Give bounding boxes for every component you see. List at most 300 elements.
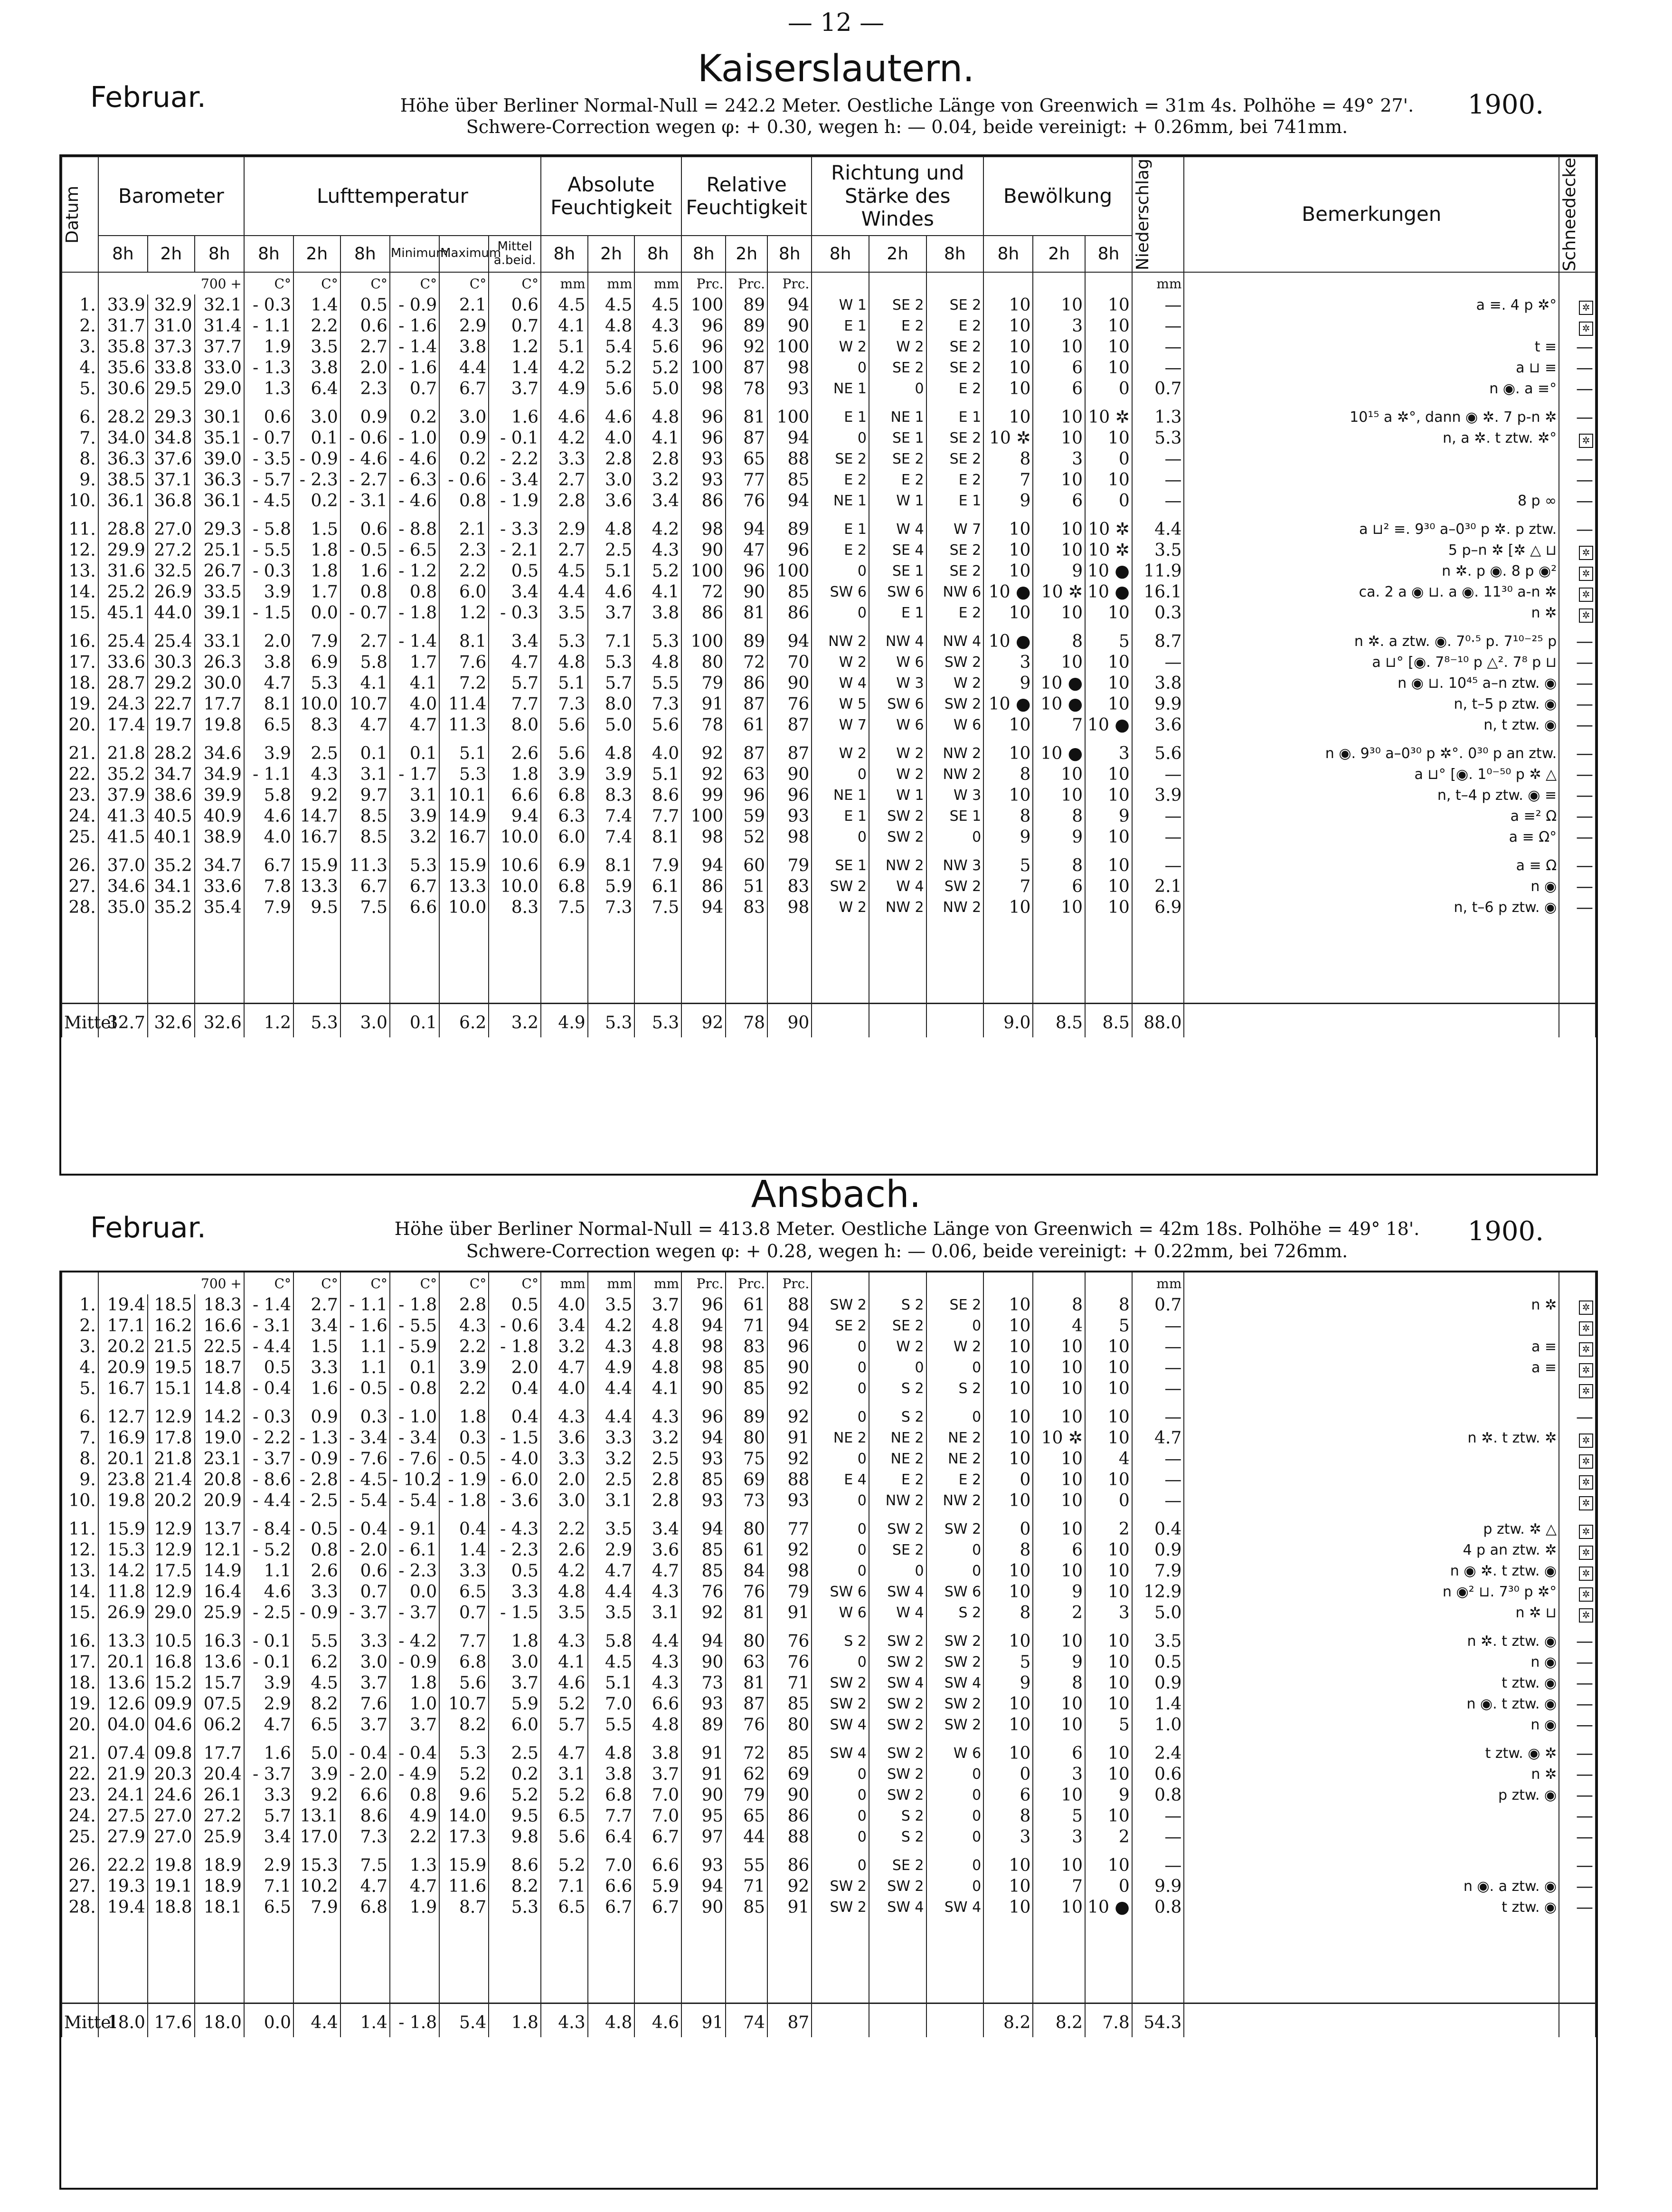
cell: 6.7 [634, 1826, 681, 1847]
cell: 85 [726, 1357, 767, 1378]
spacer [390, 1511, 439, 1519]
cell: 2.2 [439, 1336, 489, 1357]
cell: 6 [1033, 1539, 1085, 1560]
cell: 0.6 [340, 1560, 390, 1581]
wind-cell: 0 [926, 1315, 984, 1336]
spacer [489, 918, 541, 1003]
cell: 3.3 [541, 448, 588, 469]
cell: 07.5 [195, 1693, 244, 1714]
spacer [340, 1847, 390, 1855]
col-niederschlag [1132, 157, 1184, 272]
cell: 9 [1085, 1785, 1132, 1805]
mean-cell: 87 [767, 2003, 812, 2037]
spacer [1085, 399, 1132, 407]
cell: 10.0 [489, 876, 541, 897]
cell: - 1.6 [390, 357, 439, 378]
cell: 14.8 [195, 1378, 244, 1399]
cell: 90 [681, 1897, 726, 1918]
cell: 8.1 [439, 631, 489, 652]
cell: 5.3 [390, 855, 439, 876]
wind-cell: 0 [812, 1560, 869, 1581]
cell: - 0.4 [390, 1743, 439, 1764]
wind-cell: E 1 [926, 490, 984, 511]
spacer [62, 1623, 98, 1631]
spacer [439, 623, 489, 631]
cell: 7.0 [634, 1785, 681, 1805]
subheader: 8h [541, 236, 588, 272]
snow-cover-icon: ✲ [1579, 588, 1593, 602]
spacer [244, 1847, 293, 1855]
cell: 4.8 [588, 743, 635, 764]
cell: 81 [726, 602, 767, 623]
cell: — [1559, 897, 1596, 918]
cell: 98 [681, 1336, 726, 1357]
spacer [926, 1511, 984, 1519]
cell: 69 [767, 1764, 812, 1785]
spacer [195, 1735, 244, 1743]
wind-cell: 0 [812, 1490, 869, 1511]
cell: 5.6 [541, 714, 588, 735]
spacer [588, 847, 635, 855]
precip-cell: — [1132, 826, 1184, 847]
date-cell: 20. [62, 714, 98, 735]
unit-label: Prc. [681, 1272, 726, 1294]
wind-cell: SW 6 [812, 581, 869, 602]
wind-cell: 0 [812, 1378, 869, 1399]
cell: 84 [726, 1560, 767, 1581]
cell: 100 [681, 631, 726, 652]
cell: 1.8 [489, 764, 541, 785]
spacer [148, 1511, 195, 1519]
wind-cell: 0 [812, 1764, 869, 1785]
cell: 8.5 [340, 826, 390, 847]
cell: 36.3 [195, 469, 244, 490]
cell: — [1559, 378, 1596, 399]
cell: — [1559, 826, 1596, 847]
cell: 33.6 [98, 652, 148, 673]
cell: 10 [1033, 1336, 1085, 1357]
cell: 4.1 [634, 581, 681, 602]
cell: 39.9 [195, 785, 244, 806]
wind-cell: W 1 [869, 785, 926, 806]
spacer [1559, 623, 1596, 631]
precip-cell: 0.4 [1132, 1519, 1184, 1539]
cell: 95 [681, 1805, 726, 1826]
wind-cell: W 2 [926, 1336, 984, 1357]
snow-cover-icon: ✲ [1579, 1384, 1593, 1398]
wind-cell: SW 2 [926, 876, 984, 897]
cell: 4.2 [541, 427, 588, 448]
cell: 2.9 [588, 1539, 635, 1560]
cell: 0.7 [390, 378, 439, 399]
precip-cell: 4.4 [1132, 519, 1184, 540]
spacer [541, 1918, 588, 2003]
cell: 90 [681, 1652, 726, 1672]
spacer [148, 511, 195, 519]
remark-cell: a ≡² Ω [1184, 806, 1559, 826]
remark-cell [1184, 1490, 1559, 1511]
precip-cell: — [1132, 1805, 1184, 1826]
precip-cell: 7.9 [1132, 1560, 1184, 1581]
col-lufttemperatur: Lufttemperatur [244, 157, 541, 236]
cell: 2.5 [588, 540, 635, 560]
cell: 7.9 [293, 631, 340, 652]
unit-label [926, 272, 984, 294]
cell: 65 [726, 448, 767, 469]
cell: 2.9 [244, 1693, 293, 1714]
precip-cell: — [1132, 336, 1184, 357]
cell: - 4.0 [489, 1448, 541, 1469]
precip-cell: — [1132, 1826, 1184, 1847]
col-bewoelkung: Bewölkung [983, 157, 1132, 236]
table-row [62, 1652, 1596, 1672]
cell: 87 [767, 714, 812, 735]
mean-cell: 3.0 [340, 1003, 390, 1037]
snow-cover-icon: ✲ [1579, 1321, 1593, 1336]
wind-cell: SE 2 [869, 1855, 926, 1876]
cell: 93 [767, 806, 812, 826]
spacer [439, 1623, 489, 1631]
spacer [195, 399, 244, 407]
cell: 73 [726, 1490, 767, 1511]
cell: 21.8 [148, 1448, 195, 1469]
mean-cell: - 1.8 [390, 2003, 439, 2037]
cell: 18.8 [148, 1897, 195, 1918]
remark-cell: n, a ✲. t ztw. ✲° [1184, 427, 1559, 448]
wind-cell: NW 6 [926, 581, 984, 602]
cell: 10 [983, 1357, 1033, 1378]
spacer [1033, 511, 1085, 519]
cell: 80 [726, 1519, 767, 1539]
cell: — [1559, 1876, 1596, 1897]
cell: 2.0 [244, 631, 293, 652]
cell: - 8.4 [244, 1519, 293, 1539]
cell: 6.4 [293, 378, 340, 399]
spacer [1132, 399, 1184, 407]
cell: 2.5 [588, 1469, 635, 1490]
cell: 1.8 [390, 1672, 439, 1693]
cell: — [1559, 1406, 1596, 1427]
cell: 8.1 [588, 855, 635, 876]
cell: 10 ● [1033, 693, 1085, 714]
cell: 30.3 [148, 652, 195, 673]
cell: 4.6 [244, 1581, 293, 1602]
wind-cell: SE 1 [812, 855, 869, 876]
cell: 19.0 [195, 1427, 244, 1448]
cell: 10 [1033, 764, 1085, 785]
cell: 5.6 [634, 714, 681, 735]
wind-cell: NE 1 [869, 407, 926, 427]
cell: 72 [681, 581, 726, 602]
cell: 27.0 [148, 1826, 195, 1847]
cell: - 3.5 [244, 448, 293, 469]
cell: 7.7 [634, 806, 681, 826]
spacer [293, 623, 340, 631]
cell: - 2.3 [293, 469, 340, 490]
spacer [148, 1847, 195, 1855]
cell: — [1559, 1897, 1596, 1918]
spacer [340, 1735, 390, 1743]
wind-cell: NE 1 [812, 490, 869, 511]
cell: 6.7 [340, 876, 390, 897]
cell: 8.2 [489, 1876, 541, 1897]
cell: 0.9 [293, 1406, 340, 1427]
precip-cell: — [1132, 806, 1184, 826]
cell: 10 [1085, 1805, 1132, 1826]
cell: 3.9 [588, 764, 635, 785]
cell: 4.3 [634, 1581, 681, 1602]
remark-cell: n ◉. 9³⁰ a–0³⁰ p ✲°. 0³⁰ p an ztw. [1184, 743, 1559, 764]
table-row [62, 427, 1596, 448]
spacer [1085, 735, 1132, 743]
unit-label [62, 1272, 98, 1294]
cell: - 0.4 [340, 1743, 390, 1764]
cell: 1.4 [293, 294, 340, 315]
cell: 17.4 [98, 714, 148, 735]
cell: 92 [681, 764, 726, 785]
cell: 98 [681, 519, 726, 540]
spacer [390, 511, 439, 519]
wind-cell: 0 [926, 1560, 984, 1581]
remark-cell: a ≡ [1184, 1336, 1559, 1357]
spacer [1559, 1399, 1596, 1406]
cell: 9 [983, 1672, 1033, 1693]
spacer [869, 1918, 926, 2003]
mean-cell: 4.9 [541, 1003, 588, 1037]
cell: 96 [681, 427, 726, 448]
cell: 5.1 [439, 743, 489, 764]
precip-cell: — [1132, 1378, 1184, 1399]
unit-label [1033, 1272, 1085, 1294]
mean-cell: 18.0 [98, 2003, 148, 2037]
cell: 10 [1033, 785, 1085, 806]
wind-cell: W 2 [812, 897, 869, 918]
cell: 4.5 [634, 294, 681, 315]
spacer [726, 847, 767, 855]
cell: 0.4 [489, 1378, 541, 1399]
table-row [62, 876, 1596, 897]
spacer [1184, 1399, 1559, 1406]
spacer [767, 1735, 812, 1743]
cell: 3.2 [634, 469, 681, 490]
table-row [62, 1672, 1596, 1693]
remark-cell: a ≡ Ω [1184, 855, 1559, 876]
cell: 8.1 [634, 826, 681, 847]
cell: 4.8 [634, 1714, 681, 1735]
cell: 5.0 [588, 714, 635, 735]
mean-cell: 78 [726, 1003, 767, 1037]
table-row [62, 1357, 1596, 1378]
cell: 83 [767, 876, 812, 897]
spacer [390, 399, 439, 407]
cell: 61 [726, 1539, 767, 1560]
remark-cell: a ⊔ ≡ [1184, 357, 1559, 378]
cell: 10 [1085, 1427, 1132, 1448]
cell: - 0.9 [293, 448, 340, 469]
unit-label: mm [588, 1272, 635, 1294]
cell: 83 [726, 1336, 767, 1357]
cell: 33.6 [195, 876, 244, 897]
cell: 3.9 [541, 764, 588, 785]
cell: 0.3 [340, 1406, 390, 1427]
mean-cell [812, 2003, 869, 2037]
cell: 1.1 [340, 1336, 390, 1357]
spacer [98, 918, 148, 1003]
cell: 73 [681, 1672, 726, 1693]
cell: 9.5 [489, 1805, 541, 1826]
spacer [98, 511, 148, 519]
cell: 10 ● [1033, 673, 1085, 693]
cell: 10 [983, 315, 1033, 336]
date-cell: 19. [62, 693, 98, 714]
cell: 4.1 [541, 315, 588, 336]
cell: - 0.4 [244, 1378, 293, 1399]
cell: 10 [1033, 1406, 1085, 1427]
cell: 8.3 [588, 785, 635, 806]
spacer [1184, 399, 1559, 407]
remark-cell [1184, 1448, 1559, 1469]
spacer [983, 918, 1033, 1003]
cell [1559, 1490, 1596, 1511]
cell: 10 [1085, 652, 1132, 673]
spacer [489, 1918, 541, 2003]
snow-cover-icon: ✲ [1579, 1608, 1593, 1623]
cell: 10 [1033, 1519, 1085, 1539]
date-cell: 22. [62, 764, 98, 785]
table-row [62, 631, 1596, 652]
precip-cell: 3.5 [1132, 1631, 1184, 1652]
wind-cell: SE 2 [869, 357, 926, 378]
cell: 3.5 [588, 1519, 635, 1539]
cell: 4.1 [634, 1378, 681, 1399]
cell: - 1.1 [244, 315, 293, 336]
cell: 91 [681, 1764, 726, 1785]
cell: 90 [767, 764, 812, 785]
cell: 77 [726, 469, 767, 490]
cell: 4.4 [588, 1406, 635, 1427]
spacer [1559, 399, 1596, 407]
spacer [1085, 1918, 1132, 2003]
cell: 3.5 [541, 1602, 588, 1623]
spacer [812, 1847, 869, 1855]
cell: 76 [767, 1652, 812, 1672]
mean-cell [869, 2003, 926, 2037]
cell: 6.6 [634, 1855, 681, 1876]
cell: 5.2 [541, 1693, 588, 1714]
cell: 20.1 [98, 1448, 148, 1469]
spacer [812, 1623, 869, 1631]
cell: 10 [1033, 294, 1085, 315]
wind-cell: E 1 [926, 407, 984, 427]
precip-cell: — [1132, 1448, 1184, 1469]
remark-cell: n ✲ [1184, 1294, 1559, 1315]
cell: 19.3 [98, 1876, 148, 1897]
table-row [62, 764, 1596, 785]
precip-cell: 0.7 [1132, 1294, 1184, 1315]
cell: 2.9 [541, 519, 588, 540]
remark-cell: n ✲ ⊔ [1184, 1602, 1559, 1623]
precip-cell: 0.9 [1132, 1672, 1184, 1693]
cell: 10 [983, 1581, 1033, 1602]
cell: 4.8 [634, 407, 681, 427]
cell: - 5.2 [244, 1539, 293, 1560]
cell: 94 [767, 427, 812, 448]
spacer [541, 399, 588, 407]
cell: 10 ● [983, 693, 1033, 714]
subheader: 8h [98, 236, 148, 272]
wind-cell: NE 2 [812, 1427, 869, 1448]
unit-label: Prc. [726, 272, 767, 294]
spacer [634, 918, 681, 1003]
cell: - 0.3 [489, 602, 541, 623]
remark-cell: n ◉ ⊔. 10⁴⁵ a–n ztw. ◉ [1184, 673, 1559, 693]
precip-cell: — [1132, 469, 1184, 490]
cell: - 1.8 [489, 1336, 541, 1357]
cell: 20.2 [148, 1490, 195, 1511]
cell: 10.0 [293, 693, 340, 714]
cell: — [1559, 806, 1596, 826]
cell: 35.2 [148, 897, 195, 918]
cell: 3.9 [439, 1357, 489, 1378]
remark-cell: ca. 2 a ◉ ⊔. a ◉. 11³⁰ a-n ✲ [1184, 581, 1559, 602]
wind-cell: SW 2 [812, 1294, 869, 1315]
cell: - 2.3 [390, 1560, 439, 1581]
cell: 26.9 [148, 581, 195, 602]
cell: 1.6 [244, 1743, 293, 1764]
cell: 4.8 [588, 1743, 635, 1764]
cell: 55 [726, 1855, 767, 1876]
cell: - 1.8 [439, 1490, 489, 1511]
date-cell: 14. [62, 1581, 98, 1602]
remark-cell: n ✲ [1184, 1764, 1559, 1785]
cell: 10 [1085, 1560, 1132, 1581]
cell: 28.8 [98, 519, 148, 540]
cell: 32.9 [148, 294, 195, 315]
cell [1559, 1539, 1596, 1560]
wind-cell: W 6 [869, 714, 926, 735]
spacer [62, 918, 98, 1003]
col-relative-feuchtigkeit: Relative Feuchtigkeit [681, 157, 812, 236]
cell: - 3.4 [340, 1427, 390, 1448]
snow-cover-icon: ✲ [1579, 1342, 1593, 1357]
cell: 10 [983, 1631, 1033, 1652]
date-cell: 15. [62, 602, 98, 623]
cell: 10 [1033, 602, 1085, 623]
cell: 10 [1085, 1672, 1132, 1693]
cell: 94 [726, 519, 767, 540]
wind-cell: W 1 [869, 490, 926, 511]
cell: 5.8 [244, 785, 293, 806]
wind-cell: W 2 [812, 652, 869, 673]
wind-cell: E 1 [812, 519, 869, 540]
mean-row [62, 1003, 1596, 1037]
wind-cell: 0 [812, 427, 869, 448]
cell: 10 [1033, 1560, 1085, 1581]
cell: 10 ✲ [1085, 540, 1132, 560]
cell: 4.5 [541, 560, 588, 581]
spacer [1132, 847, 1184, 855]
cell: 4.7 [390, 714, 439, 735]
spacer [489, 399, 541, 407]
cell: — [1559, 876, 1596, 897]
remark-cell: n ◉. t ztw. ◉ [1184, 1693, 1559, 1714]
spacer [1184, 735, 1559, 743]
remark-cell [1184, 1469, 1559, 1490]
date-cell: 24. [62, 1805, 98, 1826]
cell: 3.8 [588, 1764, 635, 1785]
mean-cell: 88.0 [1132, 1003, 1184, 1037]
cell: 1.4 [489, 357, 541, 378]
